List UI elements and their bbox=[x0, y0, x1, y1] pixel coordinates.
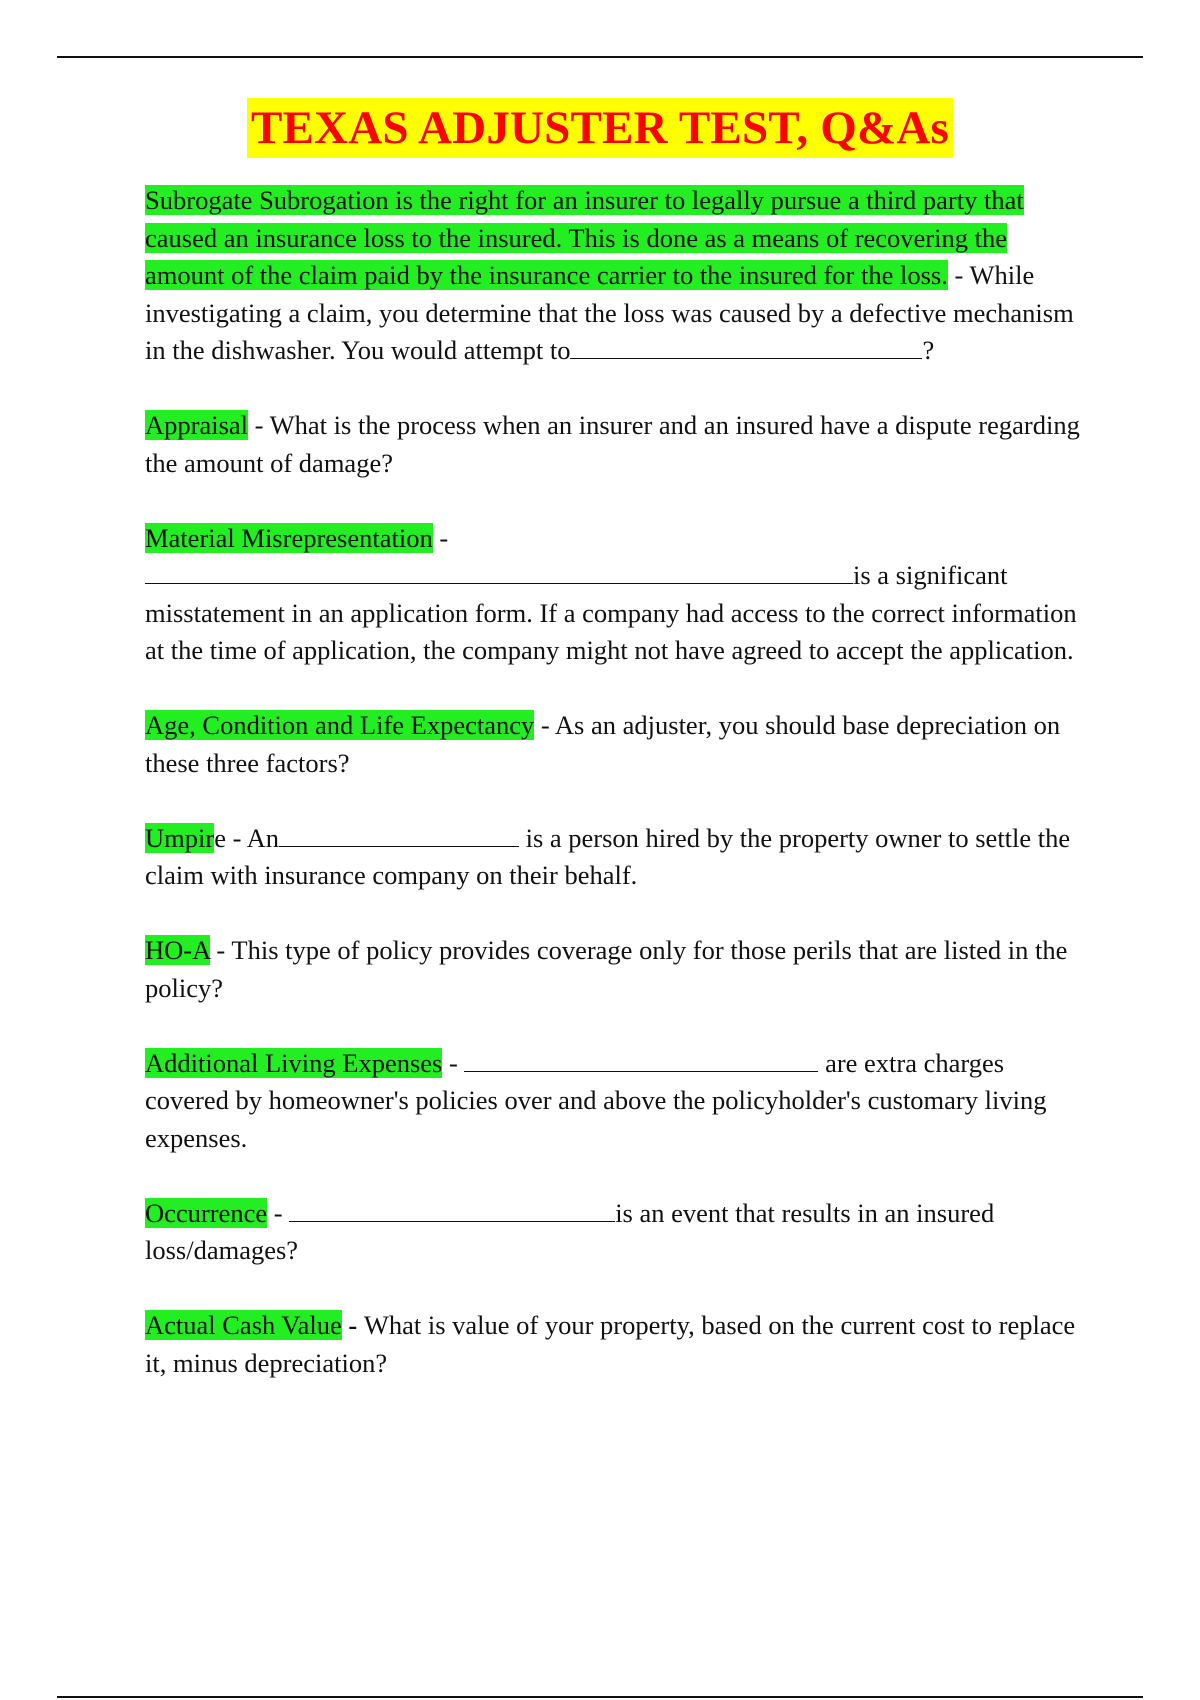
answer-highlight: Age, Condition and Life Expectancy bbox=[145, 710, 535, 740]
dash: - bbox=[534, 710, 555, 740]
qa-item-actual-cash-value bbox=[145, 1307, 1090, 1382]
page-title: TEXAS ADJUSTER TEST, Q&As bbox=[247, 98, 953, 158]
answer-highlight: Additional Living Expenses bbox=[145, 1047, 443, 1078]
qa-item-additional-living-expenses bbox=[145, 1045, 1090, 1158]
top-rule bbox=[57, 56, 1143, 58]
dash: - bbox=[248, 410, 270, 440]
answer-unhighlighted: e bbox=[214, 822, 226, 853]
qa-item-depreciation-factors bbox=[145, 707, 1090, 782]
qa-item-material-misrepresentation bbox=[145, 520, 1090, 670]
qa-item-umpire bbox=[145, 820, 1090, 895]
dash: - bbox=[442, 1047, 465, 1078]
answer-blank bbox=[279, 824, 519, 847]
answer-highlight: HO-A bbox=[145, 935, 210, 965]
answer-highlight: Occurrence bbox=[145, 1197, 268, 1228]
answer-blank bbox=[145, 561, 853, 584]
question-text: What is value of your property, based on the current cost to replace it, minus depreciation? bbox=[145, 1310, 1076, 1378]
question-text: is an event that results in an insured loss/damages? bbox=[145, 1197, 995, 1265]
answer-blank bbox=[464, 1049, 818, 1072]
qa-item-appraisal bbox=[145, 407, 1090, 482]
title-wrap bbox=[0, 98, 1200, 158]
answer-blank bbox=[570, 336, 922, 359]
dash: - bbox=[225, 822, 247, 853]
bottom-rule bbox=[57, 1696, 1143, 1698]
answer-blank bbox=[289, 1199, 615, 1222]
answer-highlight: Appraisal bbox=[145, 410, 249, 440]
qa-item-ho-a bbox=[145, 932, 1090, 1007]
answer-highlight: Umpir bbox=[145, 822, 215, 853]
question-text: This type of policy provides coverage only for those perils that are listed in the policy? bbox=[145, 935, 1068, 1003]
question-text: is a significant misstatement in an application form. If a company had access to the correct information at the time of application, the company might not have agreed to accept the application. bbox=[145, 560, 1077, 665]
qa-list bbox=[145, 182, 1090, 1420]
dash: - bbox=[267, 1197, 290, 1228]
question-text: are extra charges covered by homeowner's policies over and above the policyholder's customary living expenses. bbox=[145, 1047, 1047, 1153]
dash: - bbox=[341, 1310, 364, 1340]
question-text: What is the process when an insurer and an insured have a dispute regarding the amount of damage? bbox=[145, 410, 1080, 478]
dash: - bbox=[432, 522, 449, 553]
question-text: As an adjuster, you should base depreciation on these three factors? bbox=[145, 710, 1061, 778]
question-text-end: is a person hired by the property owner to settle the claim with insurance company on their behalf. bbox=[145, 822, 1071, 890]
answer-highlight: Actual Cash Value bbox=[145, 1310, 342, 1340]
dash: - bbox=[947, 260, 970, 290]
question-text: While investigating a claim, you determine that the loss was caused by a defective mechanism in the dishwasher. You would attempt to bbox=[145, 260, 1074, 365]
answer-highlight: Material Misrepresentation bbox=[145, 522, 433, 553]
qa-item-subrogation bbox=[145, 182, 1090, 370]
question-text-end: ? bbox=[922, 335, 935, 365]
question-text: An bbox=[246, 822, 279, 853]
answer-highlight: Subrogate Subrogation is the right for an insurer to legally pursue a third party that caused an insurance loss to the insured. This is done as a means of recovering the amount of the claim paid by the insurance carrier to the insured for the loss. bbox=[145, 185, 1024, 290]
dash: - bbox=[209, 935, 232, 965]
qa-item-occurrence bbox=[145, 1195, 1090, 1270]
